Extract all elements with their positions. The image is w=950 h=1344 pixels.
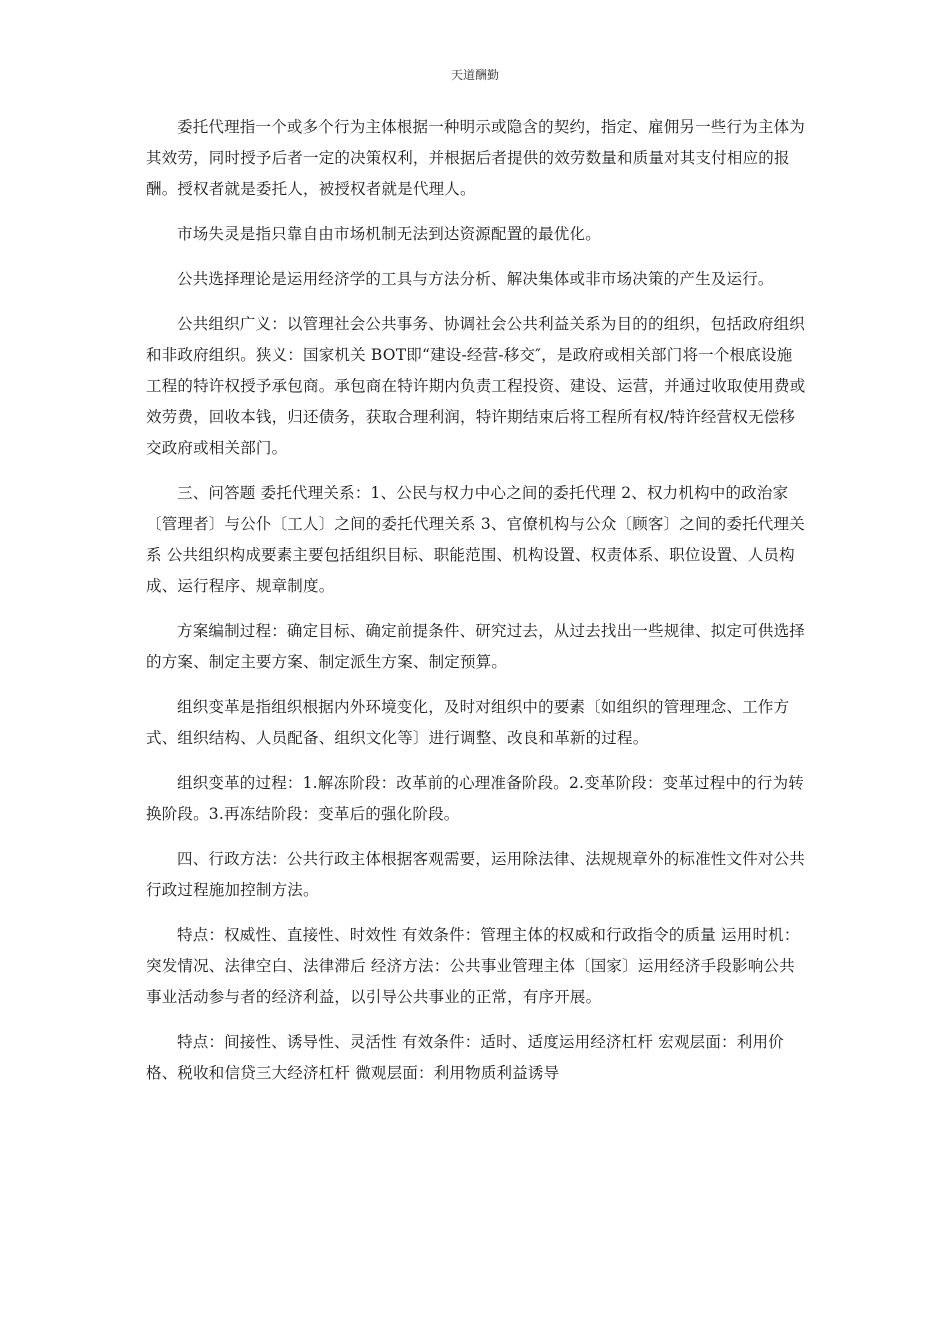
- paragraph-plan-process: 方案编制过程：确定目标、确定前提条件、研究过去，从过去找出一些规律、拟定可供选择的方案、制定主要方案、制定派生方案、制定预算。: [146, 622, 806, 671]
- page-header: 天道酬勤: [450, 68, 499, 82]
- paragraph-public-choice: 公共选择理论是运用经济学的工具与方法分析、解决集体或非市场决策的产生及运行。: [177, 270, 774, 288]
- paragraph-market-failure: 市场失灵是指只靠自由市场机制无法到达资源配置的最优化。: [177, 225, 601, 243]
- paragraph-econ-features: 特点：间接性、诱导性、灵活性 有效条件：适时、适度运用经济杠杆 宏观层面：利用价格、税收和信贷三大经济杠杆 微观层面：利用物质利益诱导: [146, 1033, 784, 1082]
- paragraph-agency: 委托代理指一个或多个行为主体根据一种明示或隐含的契约，指定、雇佣另一些行为主体为其效劳，同时授予后者一定的决策权利，并根据后者提供的效劳数量和质量对其支付相应的报酬。授权者就是委托人，被授权者就是代理人。: [146, 118, 806, 198]
- paragraph-admin-methods: 四、行政方法：公共行政主体根据客观需要，运用除法律、法规规章外的标准性文件对公共行政过程施加控制方法。: [146, 850, 806, 899]
- paragraph-qa-section: 三、问答题 委托代理关系：1、公民与权力中心之间的委托代理 2、权力机构中的政治家〔管理者〕与公仆〔工人〕之间的委托代理关系 3、官僚机构与公众〔顾客〕之间的委托代理关系 公共组织构成要素主要包括组织目标、职能范围、机构设置、权责体系、职位设置、人员构成、运行程序、规章制度。: [146, 484, 805, 595]
- paragraph-change-process: 组织变革的过程：1.解冻阶段：改革前的心理准备阶段。2.变革阶段：变革过程中的行为转换阶段。3.再冻结阶段：变革后的强化阶段。: [146, 774, 804, 823]
- paragraph-public-organization: 公共组织广义：以管理社会公共事务、协调社会公共利益关系为目的的组织，包括政府组织和非政府组织。狭义：国家机关 BOT即“建设-经营-移交″，是政府或相关部门将一个根底设施工程的特许权授予承包商。承包商在特许期内负责工程投资、建设、运营，并通过收取使用费或效劳费，回收本钱，归还债务，获取合理利润，特许期结束后将工程所有权/特许经营权无偿移交政府或相关部门。: [146, 315, 806, 457]
- paragraph-org-change: 组织变革是指组织根据内外环境变化，及时对组织中的要素〔如组织的管理理念、工作方式、组织结构、人员配备、组织文化等〕进行调整、改良和革新的过程。: [146, 698, 790, 747]
- document-body: [146, 112, 806, 1103]
- paragraph-admin-features: 特点：权威性、直接性、时效性 有效条件：管理主体的权威和行政指令的质量 运用时机：突发情况、法律空白、法律滞后 经济方法：公共事业管理主体〔国家〕运用经济手段影响公共事业活动参与者的经济利益，以引导公共事业的正常，有序开展。: [146, 926, 800, 1006]
